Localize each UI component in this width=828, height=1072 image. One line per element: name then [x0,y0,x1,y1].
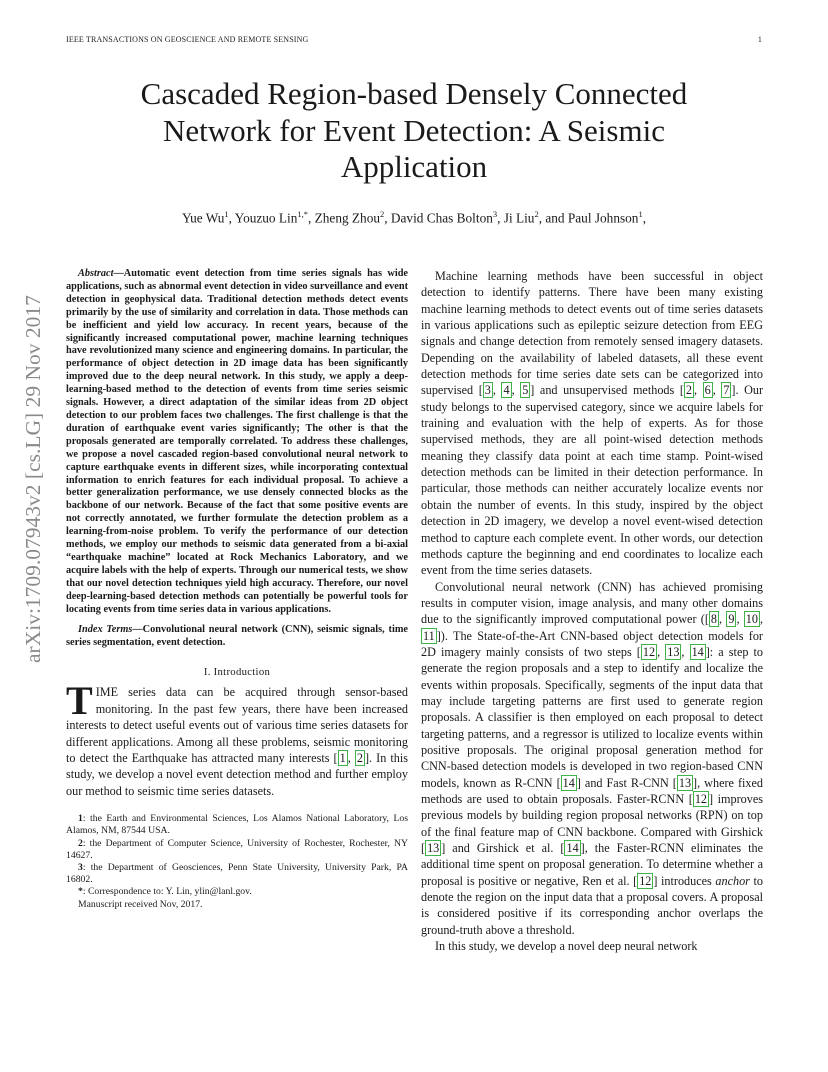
section-heading: I. Introduction [203,666,271,679]
left-column [66,268,408,911]
affiliation-mark: 1 [224,209,229,219]
citation-link[interactable]: 6 [704,383,711,398]
citation-link[interactable]: 13 [427,841,440,856]
footnotes [66,813,408,911]
index-terms-label: Index Terms [78,624,133,636]
paper-title: Cascaded Region-based Densely Connected Network for Event Detection: A Seismic Application [140,76,688,184]
journal-name: IEEE TRANSACTIONS ON GEOSCIENCE AND REMOTE SENSING [66,35,309,44]
manuscript-note: Manuscript received Nov, 2017. [78,898,203,910]
page-number: 1 [757,35,762,44]
body-paragraph: In this study, we develop a novel deep neural network [435,939,698,954]
body-paragraph: Convolutional neural network (CNN) has achieved promising results in computer vision, image analysis, and many other domains due to the significantly improved computational power ([ 8 , 9 , 10 , 11 ]). The State-of-the-Art CNN-based object detection models for 2D imagery mainly consists of two steps [ 12 , 13 , 14 ]: a step to generate the region proposals and a step to identify and localize the events within proposals. Specifically, segments of the input data that may include targeting patterns are first used to generate region proposals. A classifier is then employed on each proposal to detect targeting patterns, and a regressor is utilized to localize events within positive proposals. The original proposal generation method for CNN-based detection models is developed in two region-based CNN models, known as R-CNN [ 14 ] and Fast R-CNN [ 13 ], where fixed methods are used to obtain proposals. Faster-RCNN [ 12 ] improves previous models by building region proposal networks (RPN) on top of the final feature map of CNN backbone. Compared with Girshick [ 13 ] and Girshick et al. [ 14 ], the Faster-RCNN eliminates the additional time spent on proposal generation. To determine whether a proposal is positive or negative, Ren et al. [ 12 ] introduces anchor to denote the region on the input data that a proposal covers. A proposal is considered positive if its corresponding anchor overlaps the ground-truth above a threshold. [421,579,764,937]
affiliation-mark: 2 [534,209,539,219]
citation-link[interactable]: 12 [639,873,652,888]
abstract-label: Abstract [78,268,114,279]
citation-link[interactable]: 2 [685,383,692,398]
citation-link[interactable]: 5 [522,383,529,398]
author: Youzuo Lin [234,210,298,226]
arxiv-stamp[interactable]: arXiv:1709.07943v2 [cs.LG] 29 Nov 2017 [21,295,45,663]
affiliation-mark: 1,* [297,209,308,219]
affiliation-mark: 2 [380,209,385,219]
affiliation-mark: 3 [492,209,498,219]
author: Yue Wu [181,210,225,226]
citation-link[interactable]: 10 [745,612,758,627]
footnote: 2: the Department of Computer Science, University of Rochester, Rochester, NY 14627. [66,837,408,861]
abstract: Abstract—Automatic event detection from time series signals has wide applications, such as abnormal event detection in video surveillance and event detection in geophysical data. Traditional detection methods detect events primarily by the use of similarity and correlation in data. Those methods can be inefficient and yield low accuracy. In recent years, because of the significantly increased computational power, machine learning techniques have revolutionized many science and engineering domains. In particular, the performance of object detection in 2D image data has been significantly improved due to the deep neural network. In this study, we apply a deep-learning-based method to the detection of events from time series seismic signals. However, a direct adaptation of the similar ideas from 2D object detection to our problem faces two challenges. The first challenge is that the duration of earthquake event varies significantly; The other is that the proposals generated are temporally correlated. To address these challenges, we propose a novel cascaded region-based convolutional neural network to capture earthquake events in different sizes, while incorporating contextual information to enrich features for each individual proposal. To achieve a better generalization performance, we use densely connected blocks as the backbone of our network. Because of the fact that some positive events are not correctly annotated, we further formulate the detection problem as a learning-from-noise problem. To verify the performance of our detection methods, we employ our methods to seismic data generated from a bi-axial “earthquake machine” located at Rock Mechanics Laboratory, and we acquire labels with the help of experts. Through our numerical tests, we show that our novel detection techniques yield high accuracy. Therefore, our novel deep-learning-based detection methods can potentially be powerful tools for locating events from time series data in various applications. [66,268,408,615]
citation-link[interactable]: 13 [678,775,692,790]
citation-link[interactable]: 2 [356,750,363,765]
author-list: Yue Wu$^1$, Youzuo Lin$^{1,*}$, Zheng Zhou$^2$, David Chas Bolton$^3$, Ji Liu$^2$, and Paul Johnson$^1$, [181,209,647,226]
citation-link[interactable]: 1 [339,750,346,765]
author: Ji Liu [503,210,535,226]
footnote: *: Correspondence to: Y. Lin, ylin@lanl.gov. [78,886,252,898]
index-terms-text: Convolutional neural network (CNN), seismic signals, time series segmentation, event detection. [66,624,408,649]
running-head [66,35,762,47]
citation-link[interactable]: 7 [723,383,730,398]
body-paragraph: Machine learning methods have been successful in object detection to identify patterns. There have been many existing machine learning methods to detect events out of time series datasets in various applications such as epileptic seizure detection from EEG signals and change detection from remotely sensed imagery datasets. Depending on the availability of labeled datasets, all these event detection methods for time series date sets can be categorized into supervised [ 3 , 4 , 5 ] and unsupervised methods [ 2 , 6 , 7 ]. Our study belongs to the supervised category, since we acquire labels for training and evaluation with the help of experts. As for those supervised methods, they are all point-wised detection methods meaning they classify data point at each time stamp. Point-wised detection methods can be limited in their detection performance. In particular, those methods can neither accurately localize events nor obtain the number of events. In this study, inspired by the object detection in 2D imagery, we develop a novel event-wised detection method to capture each complete event. In other words, our detection methods capture the beginning and end coordinates to localize each event from the time series datasets. [421,269,764,578]
intro-paragraph: TIME series data can be acquired through sensor-based monitoring. In the past few years, there have been increased interests to detect useful events out of various time series datasets for different applications. Among all these problems, seismic monitoring to detect the Earthquake has attracted many interests [ 1 , 2 ]. In this study, we develop a novel event detection method and further employ our method to seismic time series datasets. [66,678,408,798]
author: David Chas Bolton [390,210,493,226]
citation-link[interactable]: 11 [423,628,435,643]
citation-link[interactable]: 12 [694,792,707,806]
author: Zheng Zhou [314,210,381,226]
emphasized-term: anchor [715,873,750,888]
citation-link[interactable]: 4 [503,383,510,398]
drop-cap: T [66,678,93,724]
author: and Paul Johnson [545,210,639,226]
citation-link[interactable]: 9 [728,612,735,627]
citation-link[interactable]: 14 [562,775,575,790]
citation-link[interactable]: 13 [667,644,680,659]
citation-link[interactable]: 14 [691,644,704,659]
citation-link[interactable]: 3 [484,383,491,398]
index-terms: Index Terms—Convolutional neural network (CNN), seismic signals, time series segmentation, event detection. [66,624,408,649]
affiliation-mark: 1 [638,209,643,219]
citation-link[interactable]: 14 [566,841,579,856]
footnote: 1: the Earth and Environmental Sciences, Los Alamos National Laboratory, Los Alamos, NM, 87544 USA. [66,813,408,837]
citation-link[interactable]: 12 [642,644,656,659]
right-column [421,268,763,954]
citation-link[interactable]: 8 [710,612,717,627]
abstract-text: Automatic event detection from time series signals has wide applications, such as abnormal event detection in video surveillance and event detection in geophysical data. Traditional detection methods detect events primarily by the use of similarity and correlation in data. Those methods can be inefficient and yield low accuracy. In recent years, because of the significantly increased computational power, machine learning techniques have revolutionized many science and engineering domains. In particular, the performance of object detection in 2D image data has been significantly improved due to the deep neural network. In this study, we apply a deep-learning-based method to the detection of events from time series seismic signals. However, a direct adaptation of the similar ideas from 2D object detection to our problem faces two challenges. The first challenge is that the duration of earthquake event varies significantly; The other is that the proposals generated are temporally correlated. To address these challenges, we propose a novel cascaded region-based convolutional neural network to capture earthquake events in different sizes, while incorporating contextual information to enrich features for each individual proposal. To achieve a better generalization performance, we use densely connected blocks as the backbone of our network. Because of the fact that some positive events are not correctly annotated, we further formulate the detection problem as a learning-from-noise problem. To verify the performance of our detection methods, we employ our methods to seismic data generated from a bi-axial “earthquake machine” located at Rock Mechanics Laboratory, and we acquire labels with the help of experts. Through our numerical tests, we show that our novel detection techniques yield high accuracy. Therefore, our novel deep-learning-based detection methods can potentially be powerful tools for locating events from time series data in various applications. [66,268,408,615]
footnote: 3: the Department of Geosciences, Penn State University, University Park, PA 16802. [66,861,408,886]
